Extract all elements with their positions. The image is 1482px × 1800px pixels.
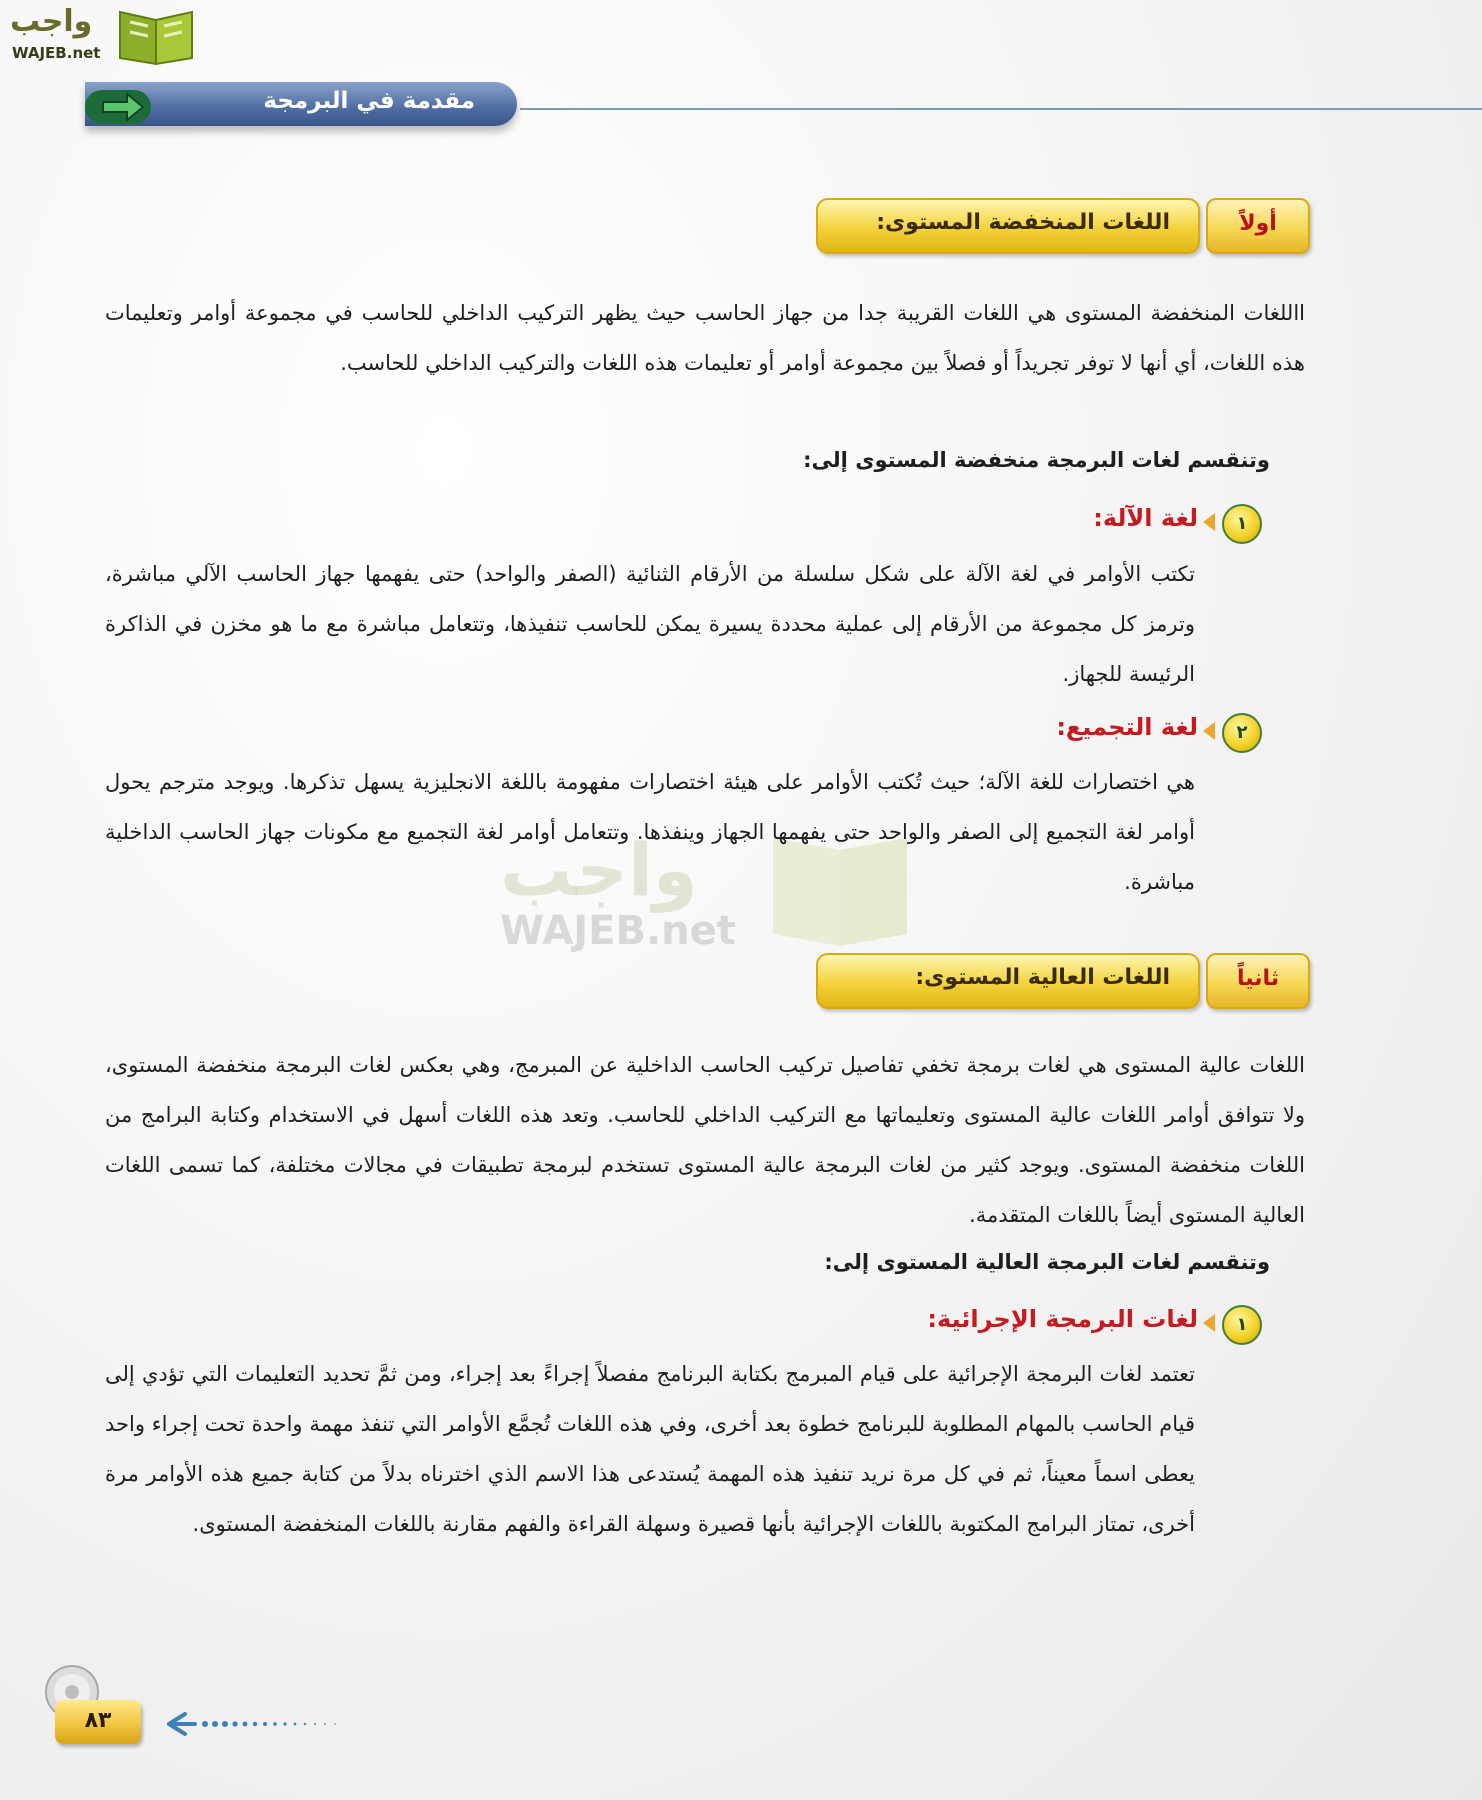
section-2-title: اللغات العالية المستوى:	[915, 965, 1170, 990]
arrow-icon	[85, 84, 155, 132]
item-1-1-number: ١	[1222, 504, 1262, 544]
chapter-title: مقدمة في البرمجة	[263, 88, 475, 114]
section-1-lead: وتنقسم لغات البرمجة منخفضة المستوى إلى:	[803, 448, 1270, 472]
page-number-badge	[55, 1700, 141, 1744]
item-1-1-title: لغة الآلة:	[1093, 504, 1198, 532]
item-2-1-number: ١	[1222, 1305, 1262, 1345]
logo-text: واجب	[10, 4, 93, 39]
item-2-1-title: لغات البرمجة الإجرائية:	[927, 1305, 1198, 1333]
item-2-1-text: تعتمد لغات البرمجة الإجرائية على قيام المبرمج بكتابة البرنامج مفصلاً إجراءً بعد إجراء، ومن ثمَّ تحديد التعليمات التي تؤدي إلى قيام الحاسب بالمهام المطلوبة للبرنامج خطوة بعد أخرى، وفي هذه اللغات تُجمَّع الأوامر التي تنفذ مهمة واحدة تحت إجراء واحد يعطى اسماً معيناً، ثم في كل مرة نريد تنفيذ هذه المهمة يُستدعى هذا الاسم الذي اخترناه بدلاً من كتابة جميع هذه الأوامر مرة أخرى، تمتاز البرامج المكتوبة باللغات الإجرائية بأنها قصيرة وسهلة القراءة والفهم مقارنة باللغات المنخفضة المستوى.	[105, 1362, 1195, 1536]
watermark-text: واجب	[500, 828, 698, 912]
item-pointer-icon	[1203, 722, 1215, 740]
item-pointer-icon	[1203, 513, 1215, 531]
item-1-1-text: تكتب الأوامر في لغة الآلة على شكل سلسلة من الأرقام الثنائية (الصفر والواحد) حتى يفهمها جهاز الحاسب الآلي مباشرة، وترمز كل مجموعة من الأرقام إلى عملية محددة يسيرة يمكن للحاسب تنفيذها، وتتعامل مباشرة مع ما هو مخزن في الذاكرة الرئيسة للجهاز.	[105, 562, 1195, 686]
item-1-2-text: هي اختصارات للغة الآلة؛ حيث تُكتب الأوامر على هيئة اختصارات مفهومة باللغة الانجليزية يسهل تذكرها. ويوجد مترجم يحول أوامر لغة التجميع إلى الصفر والواحد حتى يفهمها الجهاز وينفذها. وتتعامل أوامر لغة التجميع مع مكونات جهاز الحاسب الداخلية مباشرة.	[105, 770, 1195, 894]
logo-subtext: WAJEB.net	[12, 44, 101, 62]
book-icon	[116, 8, 196, 66]
item-1-2-number: ٢	[1222, 713, 1262, 753]
section-2-title-box	[816, 953, 1200, 1009]
section-2-number-box	[1206, 953, 1310, 1009]
section-2-number: ثانياً	[1236, 966, 1280, 991]
wajeb-logo[interactable]	[10, 4, 190, 70]
section-1-intro: االلغات المنخفضة المستوى هي اللغات القريبة جدا من جهاز الحاسب حيث يظهر التركيب الداخلي للحاسب في مجموعة أوامر وتعليمات هذه اللغات، أي أنها لا توفر تجريداً أو فصلاً بين مجموعة أوامر أو تعليمات هذه اللغات والتركيب الداخلي للحاسب.	[105, 301, 1305, 375]
page-number: ٨٣	[84, 1708, 112, 1733]
section-2-intro: اللغات عالية المستوى هي لغات برمجة تخفي تفاصيل تركيب الحاسب الداخلية عن المبرمج، وهي بعكس لغات البرمجة منخفضة المستوى، ولا تتوافق أوامر اللغات عالية المستوى وتعليماتها مع التركيب الداخلي للحاسب. وتعد هذه اللغات أسهل في الاستخدام وكتابة البرامج من اللغات منخفضة المستوى. ويوجد كثير من لغات البرمجة عالية المستوى تستخدم لبرمجة تطبيقات في مجالات مختلفة، كما تسمى اللغات العالية المستوى أيضاً باللغات المتقدمة.	[105, 1053, 1305, 1227]
section-1-title-box	[816, 198, 1200, 254]
section-2-lead: وتنقسم لغات البرمجة العالية المستوى إلى:	[824, 1250, 1270, 1274]
section-1-title: اللغات المنخفضة المستوى:	[876, 210, 1170, 235]
item-pointer-icon	[1203, 1314, 1215, 1332]
section-1-number: أولاً	[1239, 211, 1277, 236]
header-divider	[520, 108, 1482, 110]
section-1-number-box	[1206, 198, 1310, 254]
back-arrow-icon[interactable]	[165, 1706, 345, 1742]
watermark-subtext: WAJEB.net	[500, 908, 736, 954]
item-1-2-title: لغة التجميع:	[1056, 713, 1198, 741]
